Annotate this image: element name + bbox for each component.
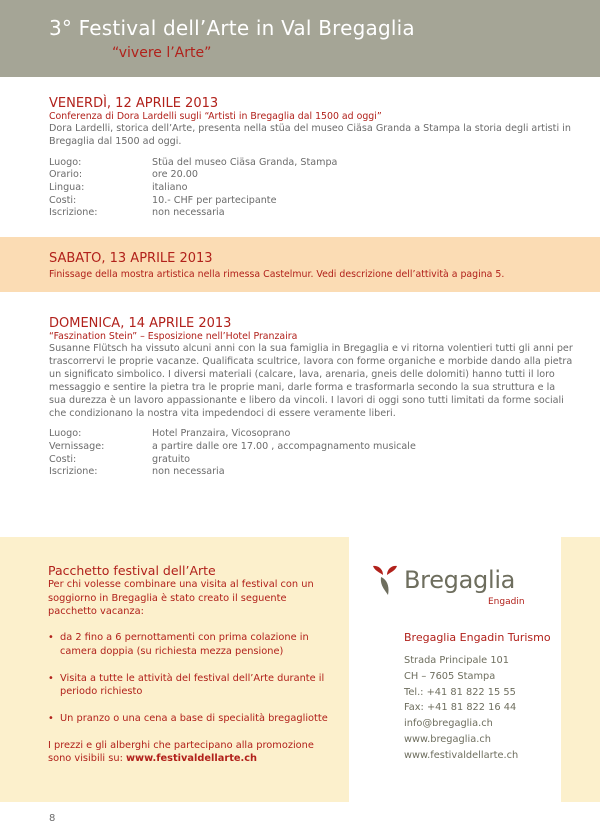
- event-description: Dora Lardelli, storica dell’Arte, presenta nella stüa del museo Ciäsa Granda a Stampa la storia degli artisti in Bregaglia dal 1500 ad oggi.: [49, 123, 571, 147]
- info-key: Costi:: [49, 453, 77, 465]
- list-item: [48, 672, 328, 699]
- info-key: Luogo:: [49, 156, 82, 168]
- page-subtitle: “vivere l’Arte”: [112, 45, 212, 61]
- package-list: [48, 631, 328, 726]
- event-date: DOMENICA, 14 APRILE 2013: [49, 316, 232, 331]
- contact-org: Bregaglia Engadin Turismo: [404, 631, 551, 644]
- info-value: non necessaria: [152, 466, 225, 478]
- bullet-icon: •: [48, 632, 54, 644]
- info-row: [49, 157, 574, 170]
- event-info-table: [49, 428, 574, 478]
- package-box: [48, 563, 328, 766]
- package-footer: [48, 739, 328, 766]
- package-intro: Per chi volesse combinare una visita al festival con un soggiorno in Bregaglia è stato creato il seguente pacchetto vacanza:: [48, 579, 314, 618]
- event-friday: [49, 96, 574, 220]
- logo-wordmark: Bregaglia: [404, 566, 516, 594]
- list-item: [48, 631, 328, 658]
- info-key: Iscrizione:: [49, 466, 98, 478]
- phone: Tel.: +41 81 822 15 55: [404, 686, 516, 698]
- info-row: [49, 182, 574, 195]
- info-value: non necessaria: [152, 207, 225, 219]
- info-key: Iscrizione:: [49, 207, 98, 219]
- info-value: gratuito: [152, 453, 191, 465]
- event-date: VENERDÌ, 12 APRILE 2013: [49, 96, 219, 111]
- info-row: [49, 207, 574, 220]
- info-row: [49, 454, 574, 467]
- info-row: [49, 466, 574, 479]
- info-value: ore 20.00: [152, 169, 199, 181]
- page-header: [0, 0, 600, 77]
- bullet-icon: •: [48, 712, 54, 724]
- event-subtitle: “Faszination Stein” – Esposizione nell’Hotel Pranzaira: [49, 331, 298, 342]
- event-subtitle: Conferenza di Dora Lardelli sugli “Artisti in Bregaglia dal 1500 ad oggi”: [49, 111, 382, 122]
- info-value: a partire dalle ore 17.00 , accompagnamento musicale: [152, 441, 416, 453]
- info-value: Hotel Pranzaira, Vicosoprano: [152, 428, 291, 440]
- contact-card: [349, 537, 561, 802]
- event-saturday-band: [0, 237, 600, 292]
- fax: Fax: +41 81 822 16 44: [404, 702, 517, 714]
- event-text: Finissage della mostra artistica nella rimessa Castelmur. Vedi descrizione dell’attività a pagina 5.: [49, 269, 505, 280]
- event-info-table: [49, 157, 574, 220]
- website-link[interactable]: www.bregaglia.ch: [404, 733, 491, 745]
- info-key: Vernissage:: [49, 441, 105, 453]
- email-link[interactable]: info@bregaglia.ch: [404, 718, 493, 730]
- info-key: Lingua:: [49, 182, 85, 193]
- address-city: CH – 7605 Stampa: [404, 670, 496, 682]
- logo-subtitle: Engadin: [488, 597, 525, 607]
- info-value: Stüa del museo Ciäsa Granda, Stampa: [152, 156, 338, 168]
- list-item-text: da 2 fino a 6 pernottamenti con prima colazione in camera doppia (su richiesta mezza pensione): [60, 632, 309, 657]
- event-description: Susanne Flütsch ha vissuto alcuni anni con la sua famiglia in Bregaglia e vi ritorna volentieri tutti gli anni per trascorrervi le proprie vacanze. Qualificata scultrice, lavora con forme organiche e morbide dando alla pietra un significato simbolico. I diversi materiali (calcare, lava, arenaria, gneis delle dolomiti) hanno tutti il loro messaggio e sentire la pietra tra le proprie mani, darle forma e trasformarla secondo la sua struttura e la sua durezza è un lavoro appassionante e libero da vincoli. I lavori di oggi sono tutti limitati da forme sociali che condizionano la nostra vita impedendoci di essere veramente liberi.: [49, 343, 573, 419]
- info-row: [49, 169, 574, 182]
- list-item-text: Visita a tutte le attività del festival dell’Arte durante il periodo richiesto: [60, 672, 325, 698]
- page-title: 3° Festival dell’Arte in Val Bregaglia: [49, 16, 415, 40]
- festival-website-link[interactable]: www.festivaldellarte.ch: [404, 749, 519, 761]
- festival-link[interactable]: www.festivaldellarte.ch: [126, 753, 258, 765]
- contact-details: [404, 653, 518, 764]
- event-date: SABATO, 13 APRILE 2013: [49, 251, 213, 266]
- event-sunday: [49, 316, 574, 479]
- info-key: Costi:: [49, 194, 77, 206]
- address-line: Strada Principale 101: [404, 655, 510, 666]
- info-row: [49, 195, 574, 208]
- package-title: Pacchetto festival dell’Arte: [48, 563, 216, 578]
- bullet-icon: •: [48, 672, 54, 684]
- list-item: [48, 712, 328, 726]
- bregaglia-logo-icon: [370, 563, 400, 599]
- info-key: Orario:: [49, 169, 83, 181]
- package-footer-text: I prezzi e gli alberghi che partecipano alla promozione sono visibili su:: [48, 739, 314, 765]
- page-number: 8: [49, 813, 56, 824]
- info-row: [49, 428, 574, 441]
- info-value: italiano: [152, 182, 188, 193]
- info-key: Luogo:: [49, 428, 82, 440]
- info-value: 10.- CHF per partecipante: [152, 194, 277, 206]
- info-row: [49, 441, 574, 454]
- list-item-text: Un pranzo o una cena a base di specialità bregagliotte: [60, 712, 328, 724]
